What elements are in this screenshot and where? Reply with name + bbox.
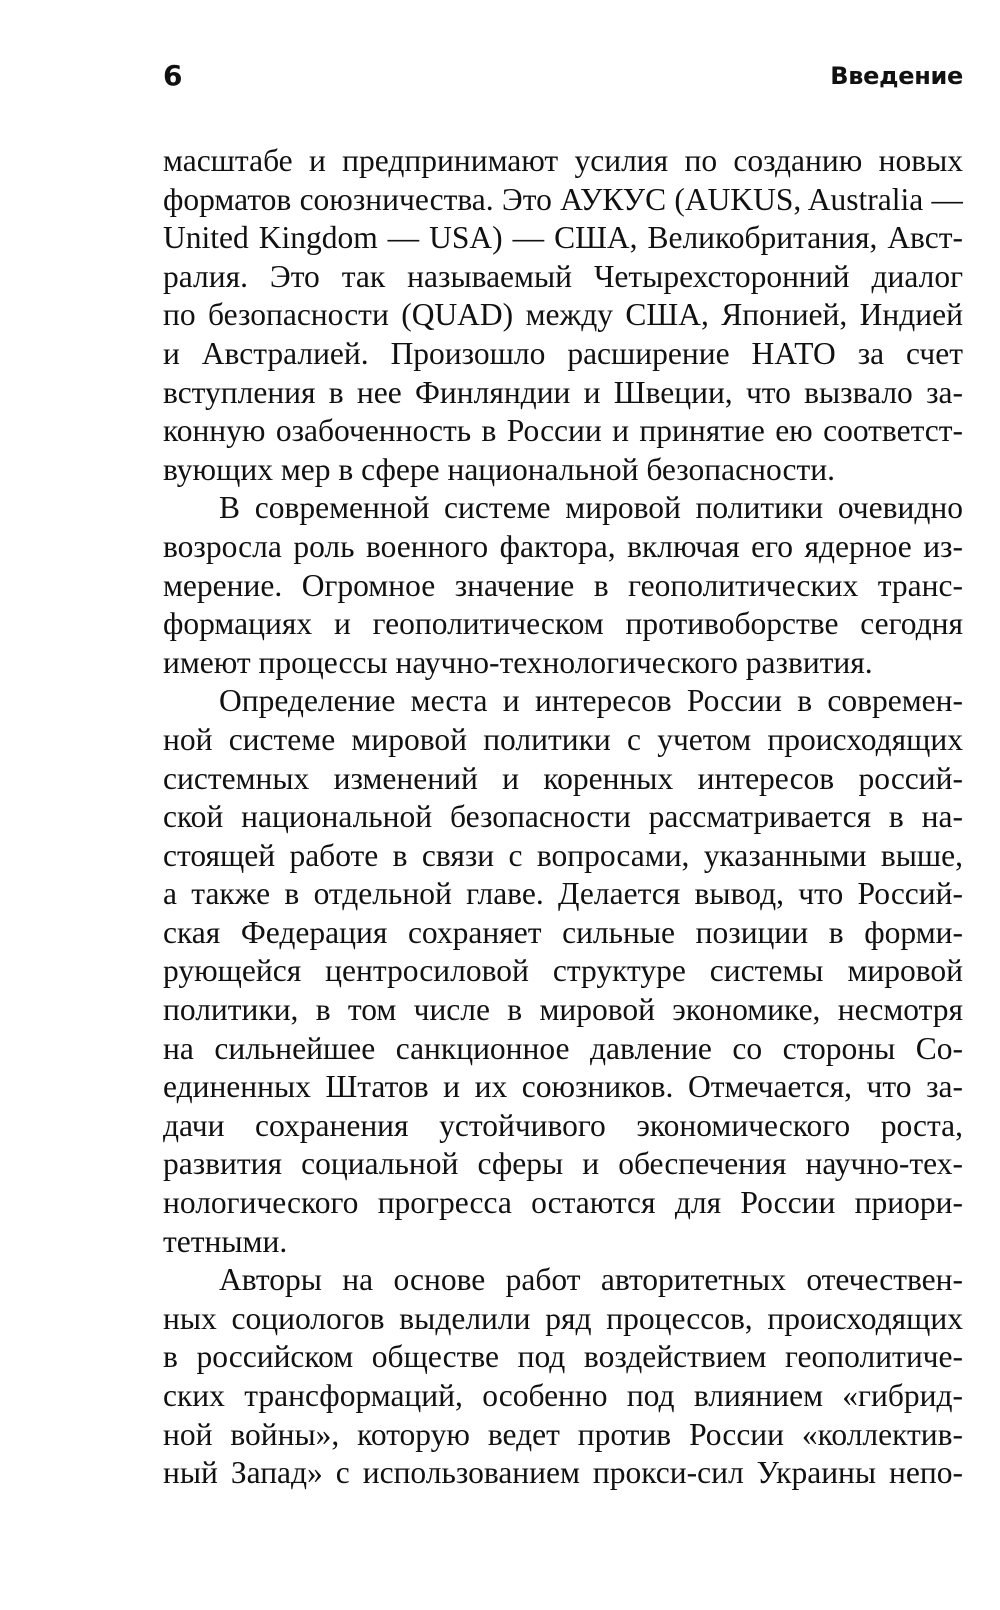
text-line: системных изменений и коренных интересов россий- — [163, 760, 963, 796]
text-line: нологического прогресса остаются для России приори- — [163, 1185, 963, 1221]
text-line: ных социологов выделили ряд процессов, происходящих — [163, 1300, 963, 1336]
text-line: Авторы на основе работ авторитетных отечествен- — [219, 1262, 963, 1298]
text-line: развития социальной сферы и обеспечения научно-тех- — [163, 1146, 963, 1182]
text-line: в российском обществе под воздействием геополитиче- — [163, 1339, 963, 1375]
text-line: на сильнейшее санкционное давление со стороны Со- — [163, 1030, 963, 1066]
text-line: имеют процессы научно-технологического развития. — [163, 644, 873, 680]
paragraph — [163, 489, 963, 682]
text-line: а также в отдельной главе. Делается вывод, что Россий- — [163, 876, 963, 912]
text-line: ских трансформаций, особенно под влиянием «гибрид- — [163, 1378, 963, 1413]
chapter-title: Введение — [830, 62, 963, 90]
text-line: стоящей работе в связи с вопросами, указанными выше, — [163, 837, 963, 873]
text-line: форматов союзничества. Это АУКУС (AUKUS, Australia — — [163, 181, 963, 217]
paragraph — [163, 142, 963, 489]
text-line: ралия. Это так называемый Четырехсторонний диалог — [163, 258, 963, 294]
text-line: ская Федерация сохраняет сильные позиции в форми- — [163, 914, 963, 950]
text-line: ной войны», которую ведет против России «коллектив- — [163, 1416, 963, 1452]
text-line: масштабе и предпринимают усилия по созданию новых — [163, 143, 963, 178]
page-number: 6 — [163, 59, 183, 92]
paragraph — [163, 682, 963, 1261]
text-line: возросла роль военного фактора, включая его ядерное из- — [163, 528, 963, 564]
text-line: тетными. — [163, 1223, 288, 1259]
body-text — [163, 142, 963, 1493]
text-line: ный Запад» с использованием прокси-сил Украины непо- — [163, 1455, 963, 1491]
text-line: конную озабоченность в России и принятие ею соответст- — [163, 413, 963, 449]
text-line: политики, в том числе в мировой экономике, несмотря — [163, 992, 963, 1028]
text-line: вступления в нее Финляндии и Швеции, что вызвало за- — [163, 374, 963, 410]
text-line: рующейся центросиловой структуре системы мировой — [163, 953, 963, 989]
text-line: по безопасности (QUAD) между США, Японией, Индией — [163, 297, 963, 333]
text-line: ной системе мировой политики с учетом происходящих — [163, 721, 963, 757]
text-line: формациях и геополитическом противоборстве сегодня — [163, 606, 963, 642]
text-line: United Kingdom — USA) — США, Великобритания, Авст- — [163, 220, 963, 256]
running-head — [163, 56, 963, 96]
text-line: В современной системе мировой политики очевидно — [219, 490, 963, 526]
text-line: ской национальной безопасности рассматривается в на- — [163, 799, 963, 835]
paragraph — [163, 1261, 963, 1493]
text-line: и Австралией. Произошло расширение НАТО за счет — [163, 335, 963, 371]
text-line: мерение. Огромное значение в геополитических транс- — [163, 567, 963, 603]
text-line: единенных Штатов и их союзников. Отмечается, что за- — [163, 1069, 963, 1105]
text-line: Определение места и интересов России в современ- — [219, 683, 963, 719]
text-line: вующих мер в сфере национальной безопасности. — [163, 451, 835, 487]
text-line: дачи сохранения устойчивого экономического роста, — [163, 1107, 963, 1143]
